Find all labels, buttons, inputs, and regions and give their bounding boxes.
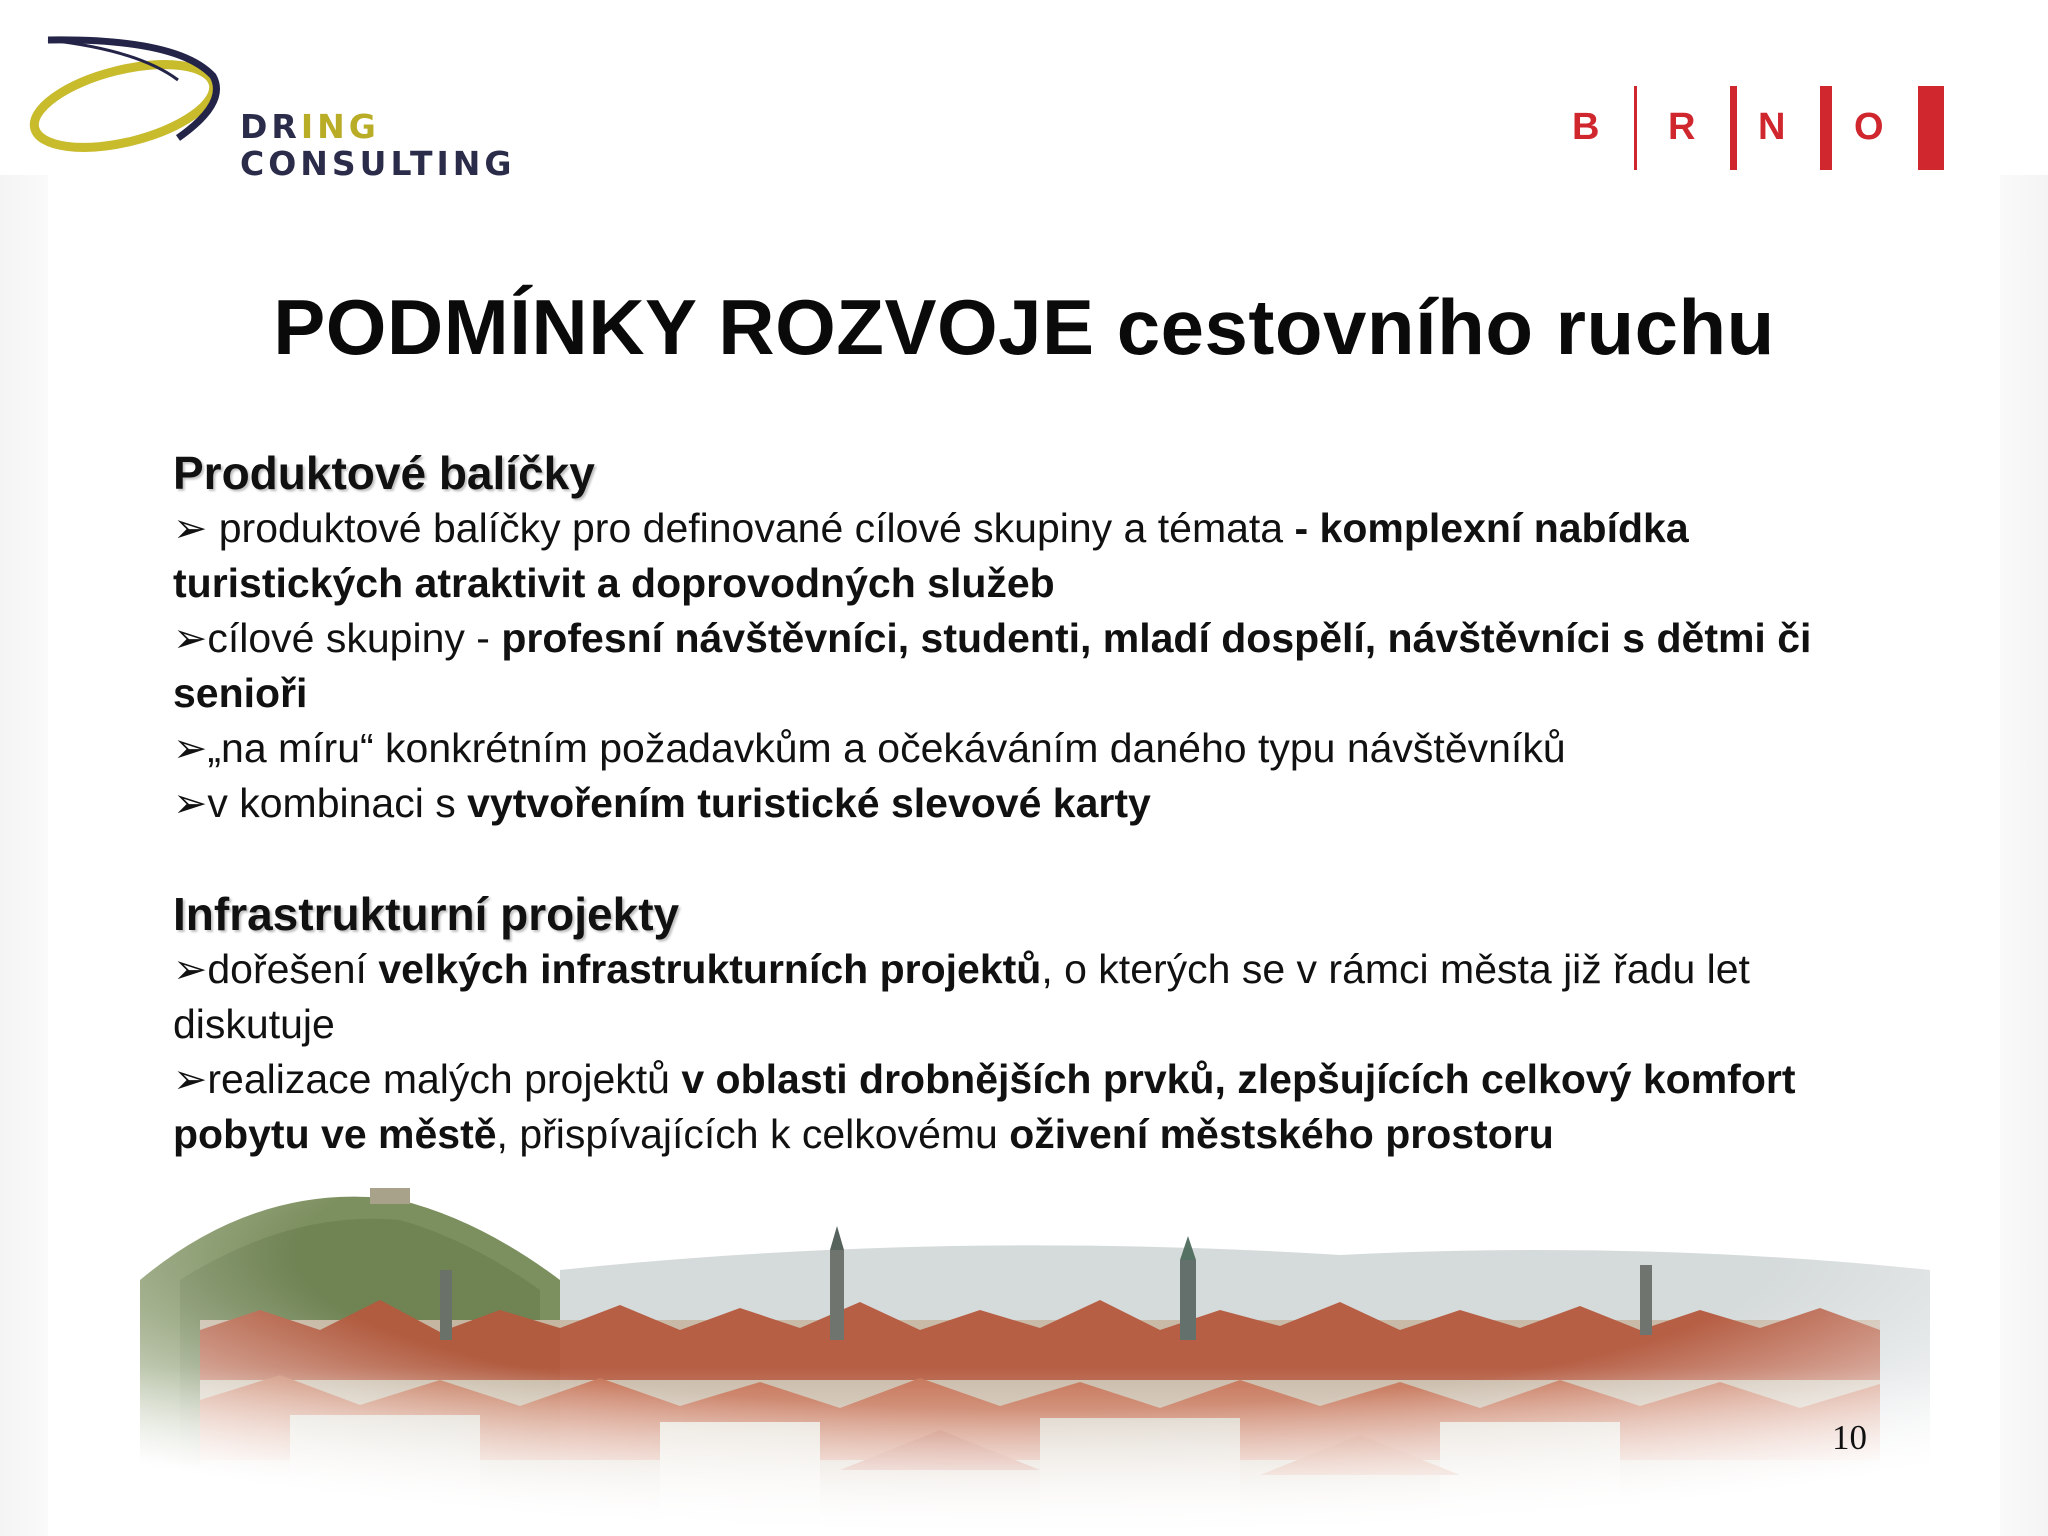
page-number: 10	[1832, 1418, 1867, 1457]
wordmark-dr: DR	[240, 107, 301, 146]
brno-divider-1	[1634, 86, 1637, 170]
slide-body	[173, 445, 1893, 1162]
bullet-item: ➢„na míru“ konkrétním požadavkům a očekáváním daného typu návštěvníků	[173, 725, 1566, 771]
bullet-item: ➢v kombinaci s vytvořením turistické slevové karty	[173, 780, 1151, 826]
arrow-bullet-icon: ➢	[173, 1056, 208, 1102]
brno-letter-r: R	[1668, 106, 1696, 148]
wordmark-consulting: CONSULTING	[240, 144, 516, 183]
bullet-item: ➢realizace malých projektů v oblasti drobnějších prvků, zlepšujících celkový komfort pobytu ve městě, přispívajících k celkovému oživení městského prostoru	[173, 1056, 1796, 1157]
spacer	[173, 831, 1893, 886]
brno-letter-n: N	[1758, 106, 1786, 148]
arrow-bullet-icon: ➢	[173, 946, 208, 992]
section-heading-infrastructure: Infrastrukturní projekty	[173, 888, 680, 940]
dring-consulting-logo	[28, 28, 588, 183]
orbit-logo-icon	[28, 28, 248, 168]
wordmark-ing: ING	[300, 107, 380, 146]
brno-city-panorama-image	[140, 1160, 1930, 1536]
slide-right-edge	[2000, 175, 2048, 1536]
arrow-bullet-icon: ➢	[173, 725, 208, 771]
slide-left-edge	[0, 175, 48, 1536]
arrow-bullet-icon: ➢	[173, 505, 208, 551]
dring-wordmark	[240, 107, 516, 183]
brno-divider-4	[1918, 86, 1944, 170]
bullet-item: ➢dořešení velkých infrastrukturních projektů, o kterých se v rámci města již řadu let diskutuje	[173, 946, 1750, 1047]
bullet-item: ➢cílové skupiny - profesní návštěvníci, studenti, mladí dospělí, návštěvníci s dětmi či senioři	[173, 615, 1812, 716]
arrow-bullet-icon: ➢	[173, 615, 208, 661]
bullet-item: ➢ produktové balíčky pro definované cílové skupiny a témata - komplexní nabídka turistických atraktivit a doprovodných služeb	[173, 505, 1689, 606]
brno-divider-3	[1820, 86, 1832, 170]
brno-logo	[1572, 82, 1952, 174]
slide-title: PODMÍNKY ROZVOJE cestovního ruchu	[273, 283, 1775, 371]
brno-divider-2	[1730, 86, 1737, 170]
section-heading-product-packages: Produktové balíčky	[173, 447, 595, 499]
brno-letter-b: B	[1572, 106, 1600, 148]
arrow-bullet-icon: ➢	[173, 780, 208, 826]
brno-letter-o: O	[1854, 106, 1884, 148]
